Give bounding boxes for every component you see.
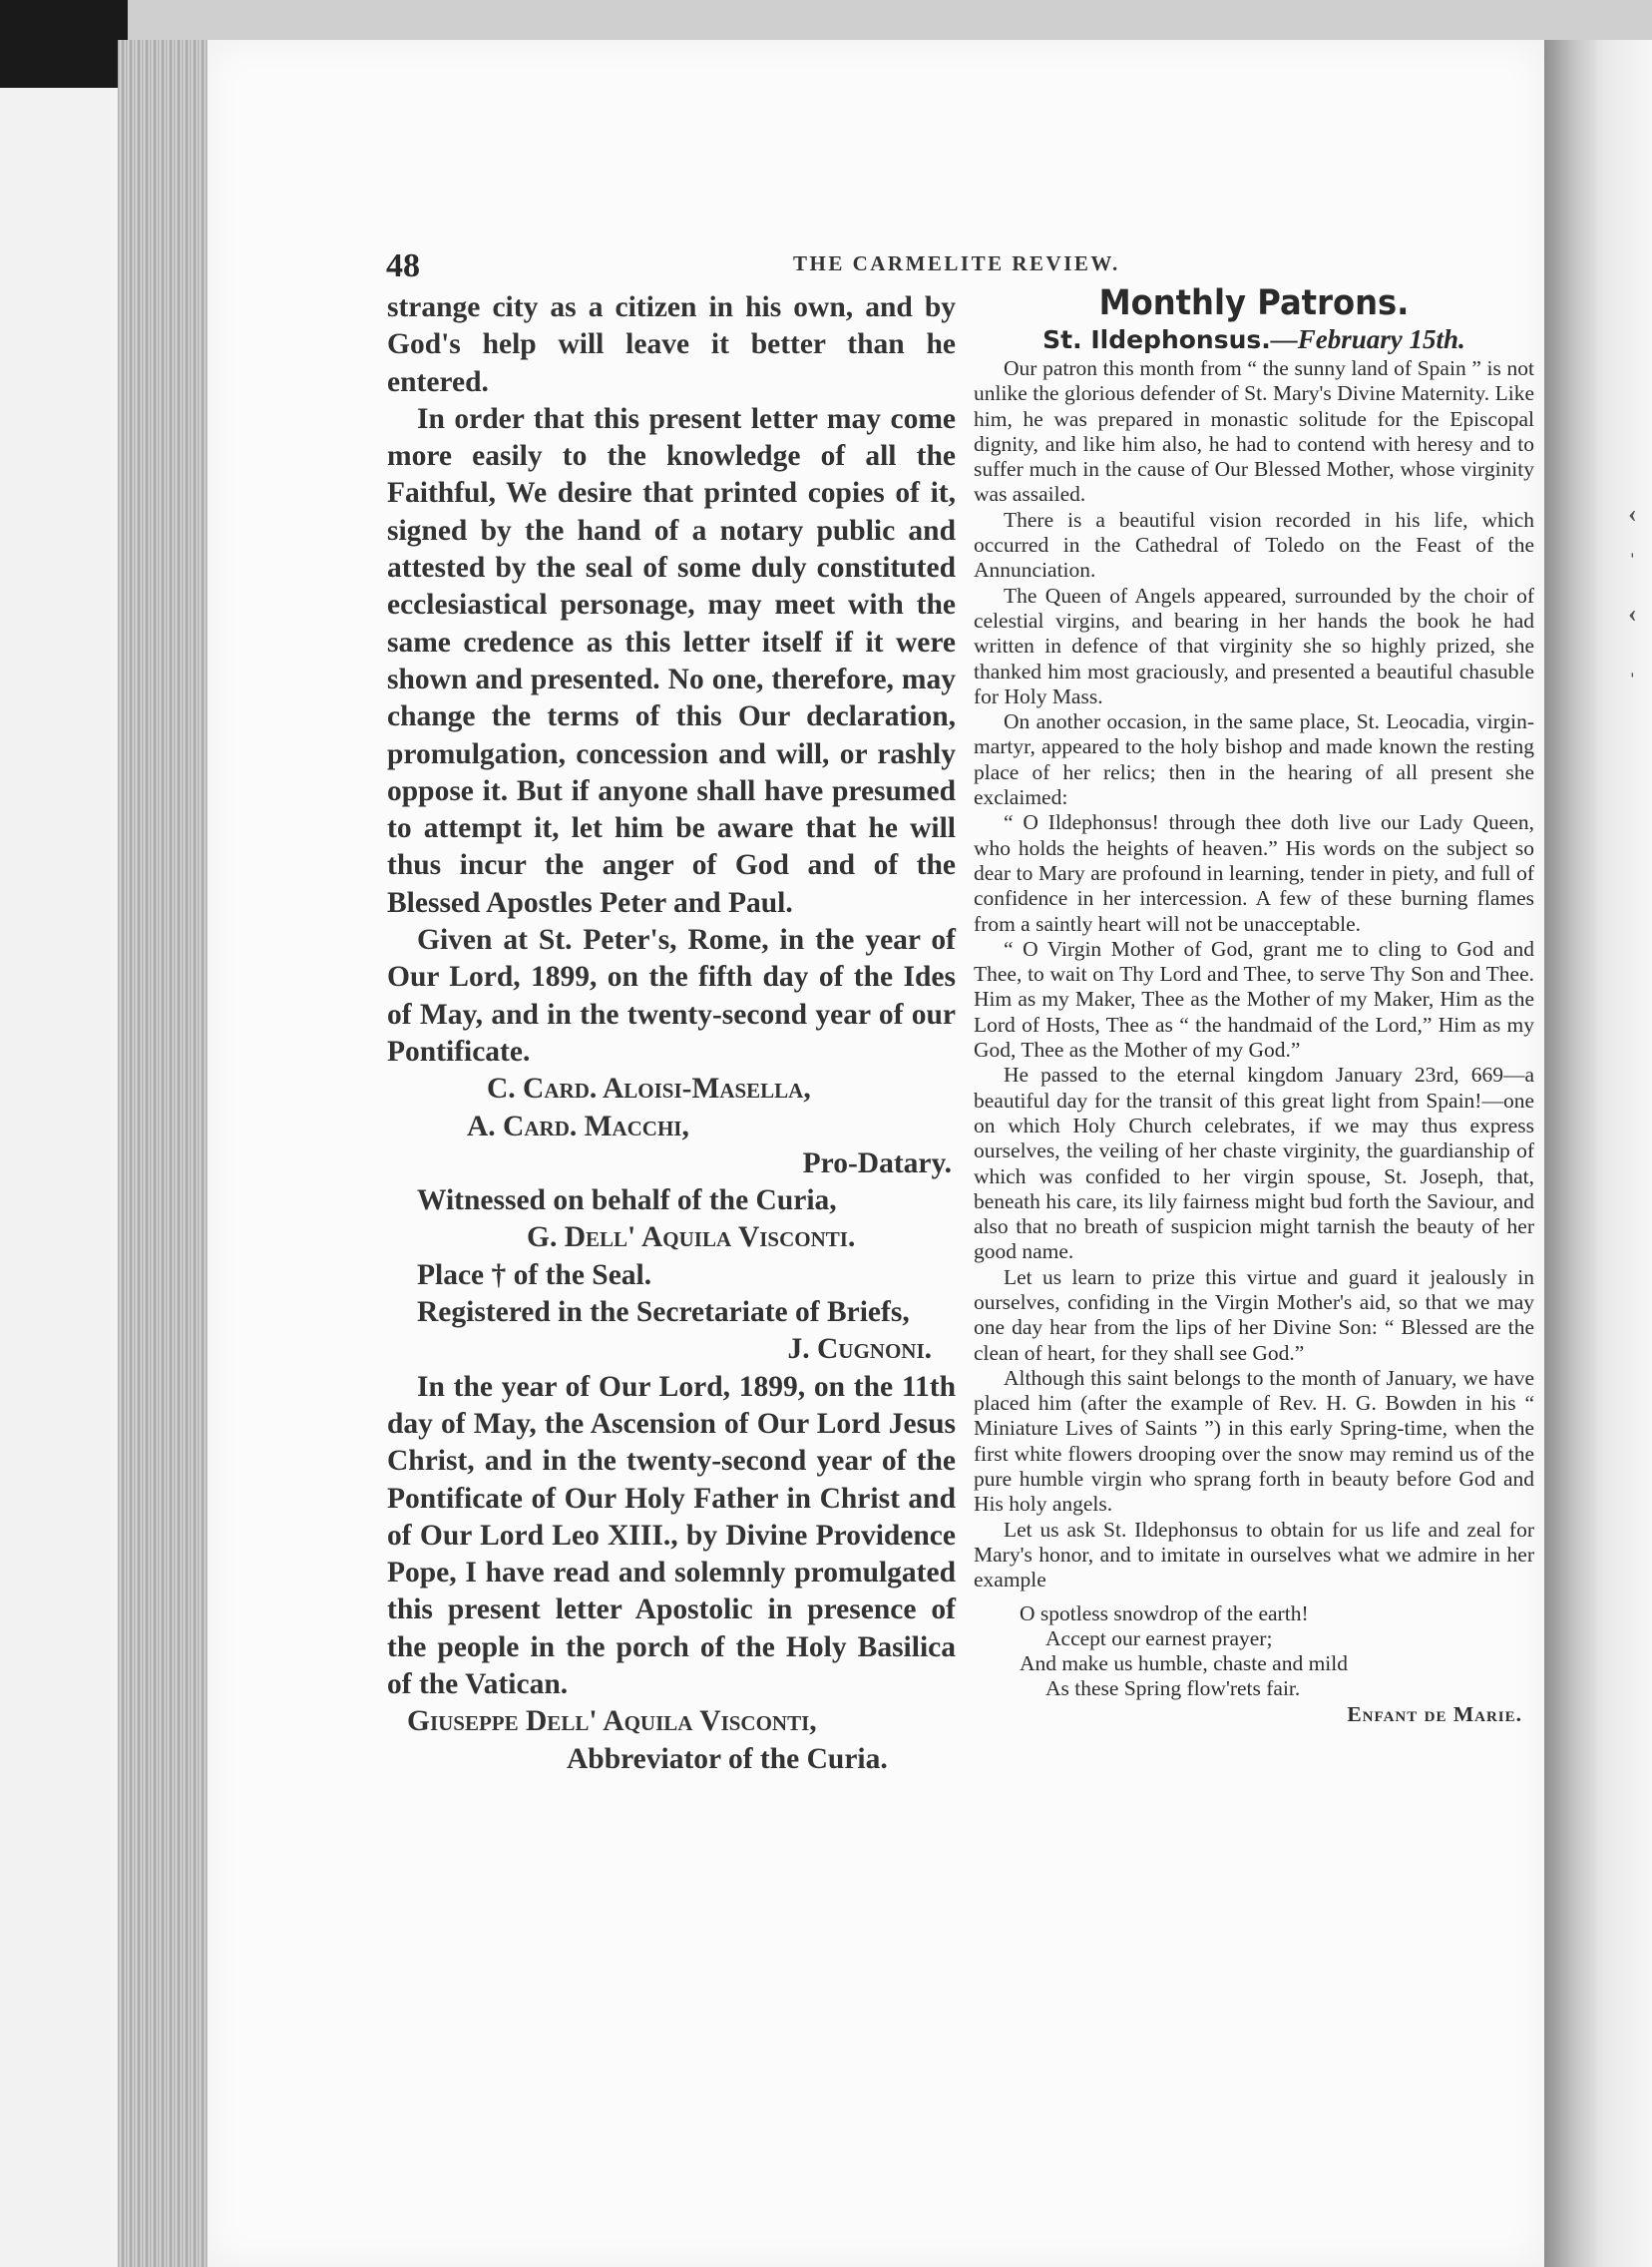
registrar-signature: J. Cugnoni.: [787, 1333, 932, 1366]
page-number: 48: [386, 247, 420, 284]
poem-signature: Enfant de Marie.: [1347, 1701, 1522, 1726]
signature: C. Card. Aloisi-Masella,: [487, 1073, 811, 1106]
witness-line: Witnessed on behalf of the Curia,: [417, 1184, 837, 1217]
paragraph: He passed to the eternal kingdom January 23rd, 669—a beautiful day for the transit of this great light from Spain!—one on which Holy Church celebrates, if we may thus express ourselves, the veiling of her chaste virginity, the guardianship of which was confided to her virgin spouse, St. Joseph, that, beneath his care, its lily fairness might bud forth the Saviour, and also that no breath of suspicion might tarnish the beauty of her good name.: [974, 1063, 1534, 1264]
running-title: THE CARMELITE REVIEW.: [793, 251, 1120, 275]
left-column: [387, 289, 956, 1778]
paragraph: Although this saint belongs to the month of January, we have placed him (after the example of Rev. H. G. Bowden in his “ Miniature Lives of Saints ”) in this early Spring-time, when the first white flowers drooping over the snow may remind us of the pure humble virgin who sprang forth in beauty before God and His holy angels.: [974, 1365, 1534, 1517]
paragraph: In the year of Our Lord, 1899, on the 11th day of May, the Ascension of Our Lord Jesus Christ, and in the twenty-second year of the Pontificate of Our Holy Father in Christ and of Our Lord Leo XIII., by Divine Providence Pope, I have read and solemnly promulgated this present letter Apostolic in presence of the people in the porch of the Holy Basilica of the Vatican.: [387, 1370, 956, 1700]
poem-line: O spotless snowdrop of the earth!: [1020, 1600, 1309, 1625]
feast-date: —February 15th.: [1270, 324, 1465, 354]
page-gutter-shadow: [1544, 40, 1652, 2267]
right-column: [974, 283, 1534, 1727]
scan-background-left: [0, 0, 128, 2267]
paragraph: “ O Virgin Mother of God, grant me to cling to God and Thee, to wait on Thy Lord and Thee, to serve Thy Son and Thee. Him as my Maker, Thee as the Mother of my Maker, Him as the Lord of Hosts, Thee as “ the handmaid of the Lord,” Him as my God, Thee as the Mother of my God.”: [974, 936, 1534, 1063]
paragraph: Let us learn to prize this virtue and guard it jealously in ourselves, confiding in the Virgin Mother's aid, so that we may one day hear from the lips of her Divine Son: “ Blessed are the clean of heart, for they shall see God.”: [974, 1264, 1534, 1365]
section-title: Monthly Patrons.: [1098, 283, 1410, 323]
saint-name: St. Ildephonsus.: [1042, 325, 1271, 354]
final-title: Abbreviator of the Curia.: [567, 1742, 888, 1775]
poem-line: And make us humble, chaste and mild: [1020, 1651, 1348, 1676]
paragraph: The Queen of Angels appeared, surrounded by the choir of celestial virgins, and bearing in her hands the book he had written in defence of that virginity she so highly prized, she thanked him most graciously, and presented a beautiful chasuble for Holy Mass.: [974, 583, 1534, 708]
seal-line: Place † of the Seal.: [417, 1258, 652, 1291]
paragraph: On another occasion, in the same place, St. Leocadia, virgin-martyr, appeared to the holy bishop and made known the resting place of her relics; then in the hearing of all present she exclaimed:: [974, 709, 1534, 810]
poem-line: As these Spring flow'rets fair.: [1045, 1676, 1301, 1701]
poem: [974, 1601, 1534, 1727]
witness-name: G. Dell' Aquila Visconti.: [527, 1221, 856, 1254]
paragraph: Our patron this month from “ the sunny land of Spain ” is not unlike the glorious defender of St. Mary's Divine Maternity. Like him, he was prepared in monastic solitude for the Episcopal dignity, and like him also, he had to contend with heresy and to suffer much in the cause of Our Blessed Mother, whose virginity was assailed.: [974, 356, 1534, 507]
paragraph: In order that this present letter may come more easily to the knowledge of all the Faithful, We desire that printed copies of it, signed by the hand of a notary public and attested by the seal of some duly constituted ecclesiastical personage, may meet with the same credence as this letter itself if it were shown and presented. No one, therefore, may change the terms of this Our declaration, promulgation, concession and will, or rashly oppose it. But if anyone shall have presumed to attempt it, let him be aware that he will thus incur the anger of God and of the Blessed Apostles Peter and Paul.: [387, 402, 956, 919]
section-subtitle: [974, 323, 1534, 356]
book-page-edges: [118, 40, 212, 2267]
adjacent-page-marks: ‹ ˈ ‹ ˌ: [1628, 499, 1637, 678]
registered-line: Registered in the Secretariate of Briefs,: [417, 1296, 910, 1329]
paragraph: Let us ask St. Ildephonsus to obtain for us life and zeal for Mary's honor, and to imitate in ourselves what we admire in her example: [974, 1517, 1534, 1592]
scan-dark-corner: [0, 0, 128, 88]
paragraph: “ O Ildephonsus! through thee doth live our Lady Queen, who holds the heights of heaven.” His words on the subject so dear to Mary are profound in learning, tender in piety, and full of confidence in her intercession. A few of these burning flames from a saintly heart will not be unacceptable.: [974, 810, 1534, 936]
paragraph: Given at St. Peter's, Rome, in the year of Our Lord, 1899, on the fifth day of the Ides of May, and in the twenty-second year of our Pontificate.: [387, 924, 956, 1068]
signature: A. Card. Macchi,: [467, 1110, 689, 1142]
signature-title: Pro-Datary.: [802, 1146, 952, 1179]
poem-line: Accept our earnest prayer;: [1045, 1625, 1273, 1650]
final-signature: Giuseppe Dell' Aquila Visconti,: [407, 1705, 817, 1738]
paragraph: strange city as a citizen in his own, and by God's help will leave it better than he entered.: [387, 291, 956, 398]
paragraph: There is a beautiful vision recorded in his life, which occurred in the Cathedral of Toledo on the Feast of the Annunciation.: [974, 507, 1534, 583]
